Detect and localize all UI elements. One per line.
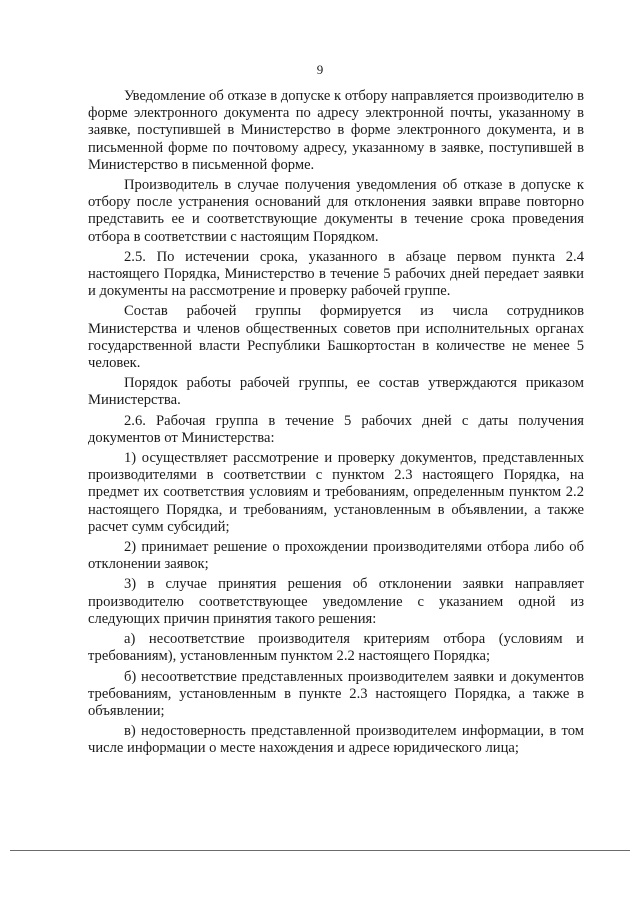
list-item-2: 2) принимает решение о прохождении производителями отбора либо об отклонении заявок; xyxy=(88,539,584,573)
list-item-3v: в) недостоверность представленной производителем информации, в том числе информации о месте нахождения и адресе юридического лица; xyxy=(88,723,584,757)
list-item-3b: б) несоответствие представленных производителем заявки и документов требованиям, установленным в пункте 2.3 настоящего Порядка, а также в объявлении; xyxy=(88,668,584,719)
list-item-3: 3) в случае принятия решения об отклонении заявки направляет производителю соответствующее уведомление с указанием одной из следующих причин принятия такого решения: xyxy=(88,576,584,627)
paragraph-2-6: 2.6. Рабочая группа в течение 5 рабочих дней с даты получения документов от Министерства: xyxy=(88,412,584,446)
paragraph-working-group-procedure: Порядок работы рабочей группы, ее состав утверждаются приказом Министерства. xyxy=(88,375,584,409)
document-body xyxy=(88,88,584,761)
page-number: 9 xyxy=(316,62,324,77)
footer-rule xyxy=(10,850,630,851)
paragraph-rejection-notice: Уведомление об отказе в допуске к отбору направляется производителю в форме электронного документа по адресу электронной почты, указанному в заявке, поступившей в Министерство в форме электронного документа, и в письменной форме по почтовому адресу, указанному в заявке, поступившей в Министерство в письменной форме. xyxy=(88,88,584,173)
paragraph-resubmission: Производитель в случае получения уведомления об отказе в допуске к отбору после устранения оснований для отклонения заявки вправе повторно представить ее и соответствующие документы в течение срока проведения отбора в соответствии с настоящим Порядком. xyxy=(88,177,584,245)
paragraph-2-5: 2.5. По истечении срока, указанного в абзаце первом пункта 2.4 настоящего Порядка, Министерство в течение 5 рабочих дней передает заявки и документы на рассмотрение и проверку рабочей группе. xyxy=(88,248,584,300)
list-item-3a: а) несоответствие производителя критериям отбора (условиям и требованиям), установленным пунктом 2.2 настоящего Порядка; xyxy=(88,631,584,665)
list-item-1: 1) осуществляет рассмотрение и проверку документов, представленных производителями в соответствии с пунктом 2.3 настоящего Порядка, на предмет их соответствия условиям и требованиям, определенным пунктом 2.2 настоящего Порядка, и требованиям, установленным в объявлении, а также расчет сумм субсидий; xyxy=(88,450,584,535)
paragraph-working-group-composition: Состав рабочей группы формируется из числа сотрудников Министерства и членов общественных советов при исполнительных органах государственной власти Республики Башкортостан в количестве не менее 5 человек. xyxy=(88,303,584,372)
